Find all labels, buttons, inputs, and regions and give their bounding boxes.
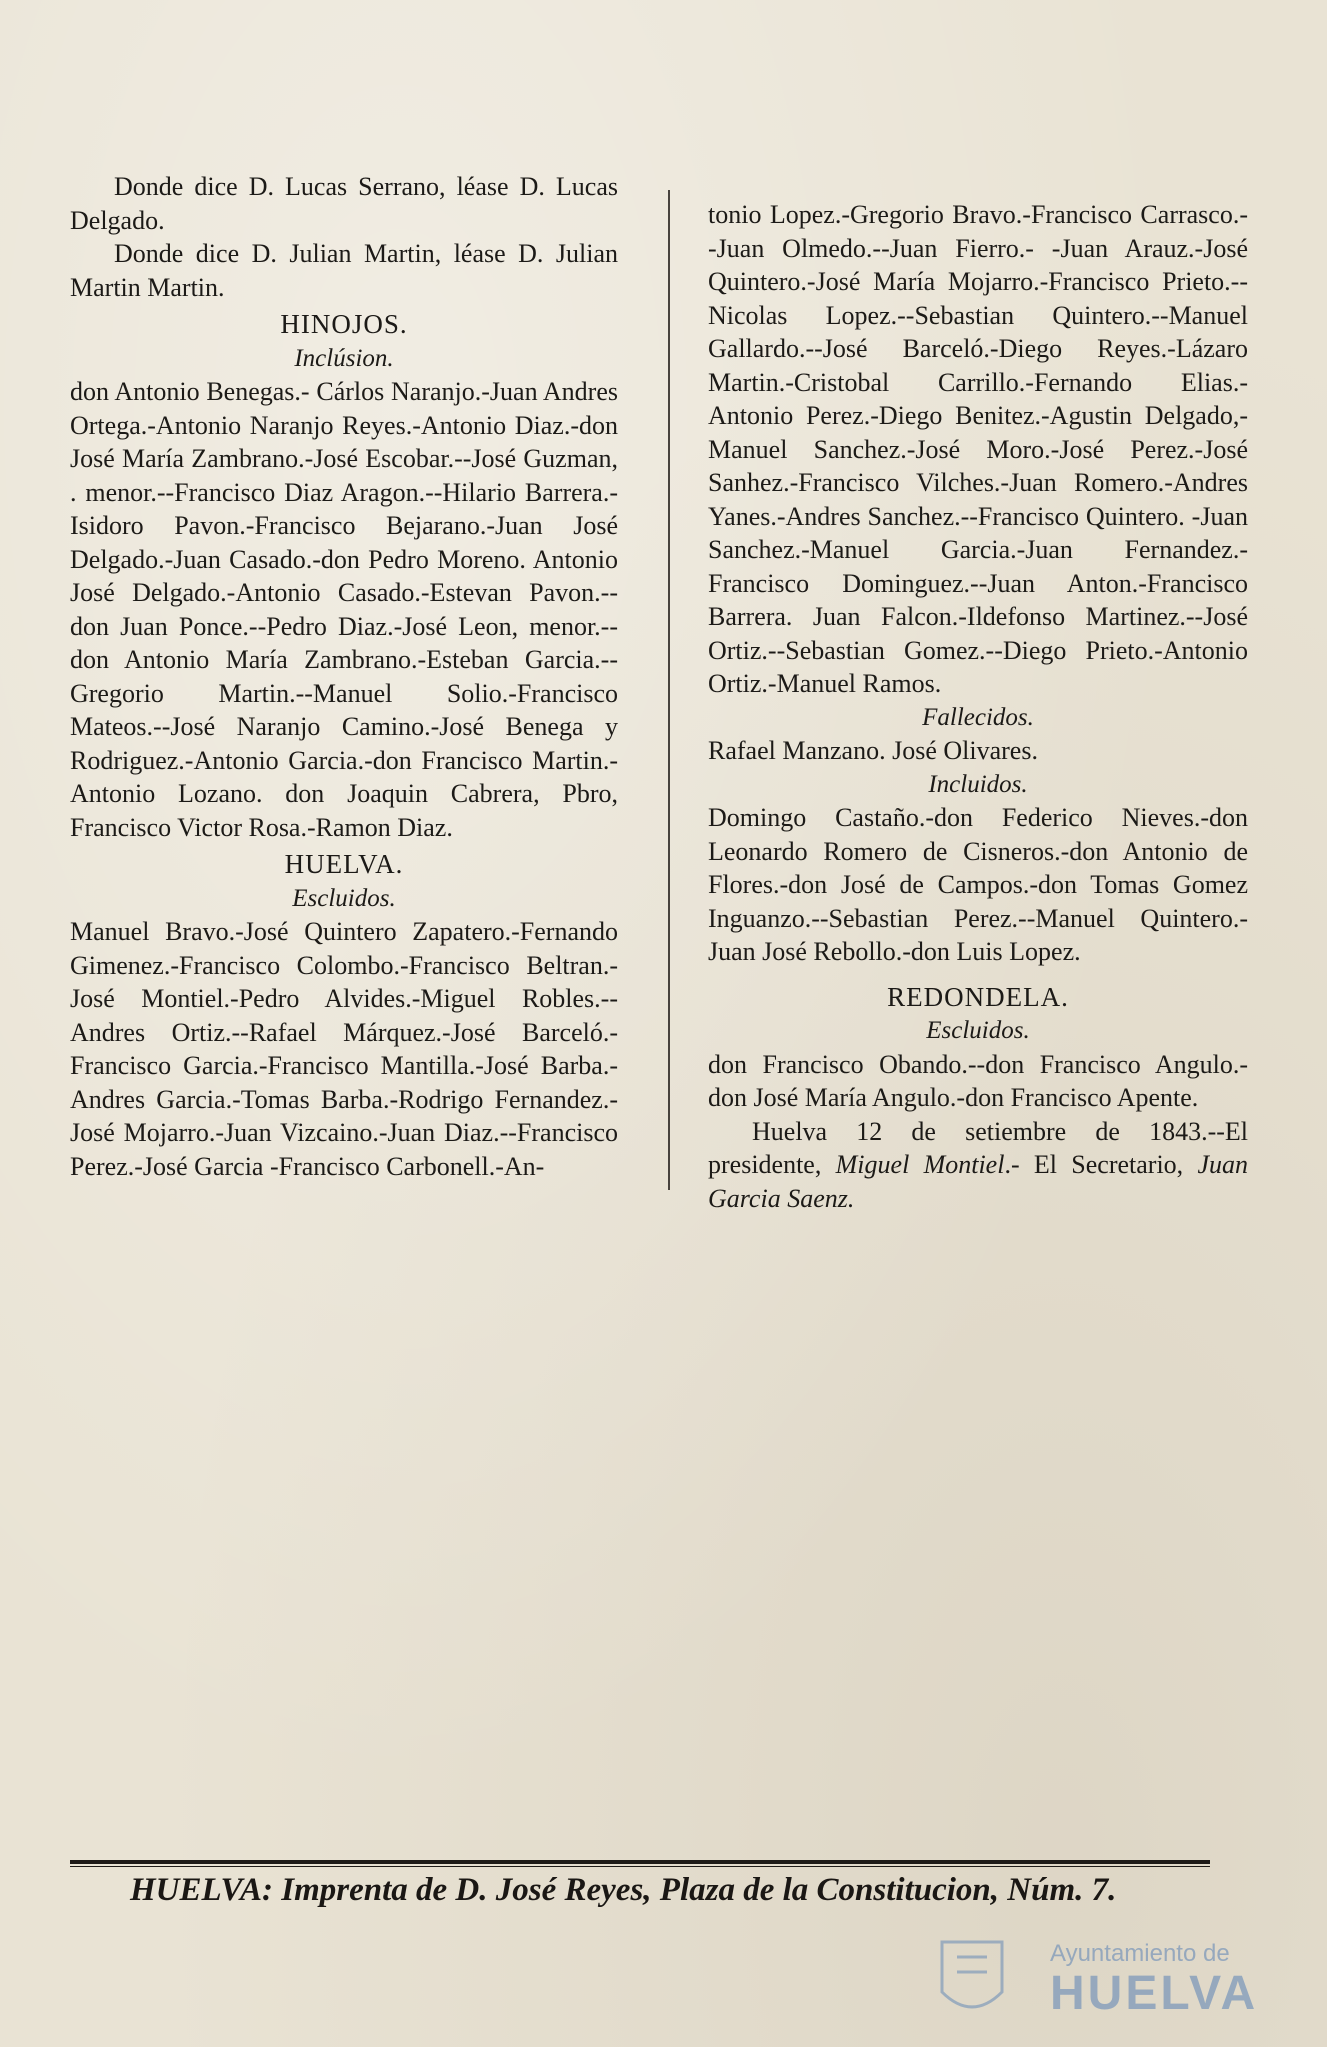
huelva-names-continued: tonio Lopez.-Gregorio Bravo.-Francisco Carrasco.--Juan Olmedo.--Juan Fierro.- -Juan Arauz.-José Quintero.-José María Mojarro.-Francisco Prieto.--Nicolas Lopez.--Sebastian Quintero.--Manuel Gallardo.--José Barceló.-Diego Reyes.-Lázaro Martin.-Cristobal Carrillo.-Fernando Elias.-Antonio Perez.-Diego Benitez.-Agustin Delgado,-Manuel Sanchez.-José Moro.-José Perez.-José Sanhez.-Francisco Vilches.-Juan Romero.-Andres Yanes.-Andres Sanchez.--Francisco Quintero. -Juan Sanchez.-Manuel Garcia.-Juan Fernandez.-Francisco Dominguez.--Juan Anton.-Francisco Barrera. Juan Falcon.-Ildefonso Martinez.--José Ortiz.--Sebastian Gomez.--Diego Prieto.-Antonio Ortiz.-Manuel Ramos. <box>708 200 1248 698</box>
closing-secretary-label: .- El Secretario, <box>1004 1150 1184 1179</box>
section-subtitle-escluidos: Escluidos. <box>292 884 396 912</box>
stamp-line-1: Ayuntamiento de <box>1050 1940 1230 1967</box>
section-title-redondela: REDONDELA. <box>887 981 1069 1012</box>
fallecidos-names: Rafael Manzano. José Olivares. <box>708 736 1038 765</box>
section-subtitle-incluidos: Incluidos. <box>928 770 1028 798</box>
section-title-huelva: HUELVA. <box>284 849 404 879</box>
correction-2: Donde dice D. Julian Martin, léase D. Julian Martin Martin. <box>70 239 618 302</box>
section-subtitle-fallecidos: Fallecidos. <box>922 703 1034 731</box>
footer-rule-thin <box>70 1866 1210 1867</box>
column-divider <box>668 190 670 1190</box>
section-title-hinojos: HINOJOS. <box>280 309 408 339</box>
printer-imprint: HUELVA: Imprenta de D. José Reyes, Plaza de la Constitucion, Núm. 7. <box>130 1872 1117 1908</box>
huelva-names: Manuel Bravo.-José Quintero Zapatero.-Fernando Gimenez.-Francisco Colombo.-Francisco Beltran.-José Montiel.-Pedro Alvides.-Miguel Robles.--Andres Ortiz.--Rafael Márquez.-José Barceló.-Francisco Garcia.-Francisco Mantilla.-José Barba.-Andres Garcia.-Tomas Barba.-Rodrigo Fernandez.-José Mojarro.-Juan Vizcaino.-Juan Diaz.--Francisco Perez.-José Garcia -Francisco Carbonell.-An- <box>70 917 618 1181</box>
section-subtitle-inclusion: Inclúsion. <box>294 344 394 372</box>
hinojos-names: don Antonio Benegas.- Cárlos Naranjo.-Juan Andres Ortega.-Antonio Naranjo Reyes.-Antonio Diaz.-don José María Zambrano.-José Escobar.--José Guzman, . menor.--Francisco Diaz Aragon.--Hilario Barrera.- Isidoro Pavon.-Francisco Bejarano.-Juan José Delgado.-Juan Casado.-don Pedro Moreno. Antonio José Delgado.-Antonio Casado.-Estevan Pavon.--don Juan Ponce.--Pedro Diaz.-José Leon, menor.--don Antonio María Zambrano.-Esteban Garcia.--Gregorio Martin.--Manuel Solio.-Francisco Mateos.--José Naranjo Camino.-José Benega y Rodriguez.-Antonio Garcia.-don Francisco Martin.-Antonio Lozano. don Joaquin Cabrera, Pbro, Francisco Victor Rosa.-Ramon Diaz. <box>70 377 618 842</box>
left-column <box>70 170 618 1183</box>
right-column <box>708 198 1248 1215</box>
section-subtitle-redondela-escluidos: Escluidos. <box>926 1017 1030 1044</box>
president-name: Miguel Montiel <box>835 1150 1005 1179</box>
incluidos-names: Domingo Castaño.-don Federico Nieves.-don Leonardo Romero de Cisneros.-don Antonio de Flores.-don José de Campos.-don Tomas Gomez Inguanzo.--Sebastian Perez.--Manuel Quintero.-Juan José Rebollo.-don Luis Lopez. <box>708 803 1248 966</box>
footer-rule <box>70 1860 1210 1864</box>
redondela-names: don Francisco Obando.--don Francisco Angulo.-don José María Angulo.-don Francisco Apente. <box>708 1049 1248 1112</box>
closing-signature <box>708 1115 1248 1216</box>
closing-date-text: Huelva 12 de setiembre de 1843.--El presidente, <box>708 1116 1248 1179</box>
correction-1: Donde dice D. Lucas Serrano, léase D. Lucas Delgado. <box>70 172 618 235</box>
secretary-name: Juan Garcia Saenz. <box>708 1150 1249 1213</box>
stamp-line-2: HUELVA <box>1050 1967 1259 2020</box>
